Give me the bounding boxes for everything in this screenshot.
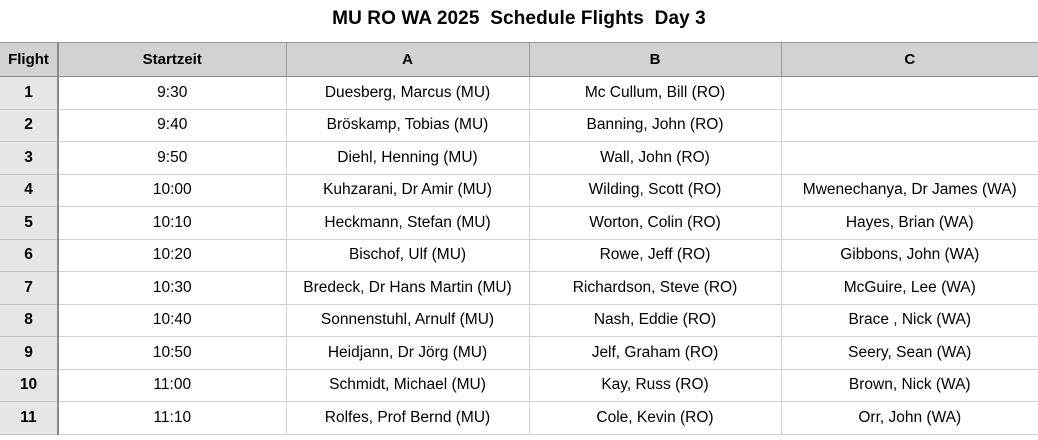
flight-number-cell[interactable]: 2 [0, 109, 58, 142]
player-c-cell[interactable]: Seery, Sean (WA) [781, 337, 1038, 370]
flight-number-cell[interactable]: 11 [0, 402, 58, 435]
flight-number-cell[interactable]: 5 [0, 207, 58, 240]
start-time-cell[interactable]: 11:10 [58, 402, 286, 435]
table-row [0, 174, 1038, 207]
player-c-cell[interactable]: Brace , Nick (WA) [781, 304, 1038, 337]
player-c-cell[interactable]: McGuire, Lee (WA) [781, 272, 1038, 305]
column-header-a[interactable]: A [286, 43, 529, 77]
player-a-cell[interactable]: Duesberg, Marcus (MU) [286, 77, 529, 110]
player-a-cell[interactable]: Heckmann, Stefan (MU) [286, 207, 529, 240]
start-time-cell[interactable]: 10:10 [58, 207, 286, 240]
table-row [0, 239, 1038, 272]
player-b-cell[interactable]: Rowe, Jeff (RO) [529, 239, 781, 272]
flight-number-cell[interactable]: 9 [0, 337, 58, 370]
start-time-cell[interactable]: 11:00 [58, 369, 286, 402]
player-b-cell[interactable]: Banning, John (RO) [529, 109, 781, 142]
table-header [0, 43, 1038, 77]
start-time-cell[interactable]: 10:00 [58, 174, 286, 207]
player-c-cell[interactable] [781, 109, 1038, 142]
player-b-cell[interactable]: Mc Cullum, Bill (RO) [529, 77, 781, 110]
column-header-startzeit[interactable]: Startzeit [58, 43, 286, 77]
player-b-cell[interactable]: Cole, Kevin (RO) [529, 402, 781, 435]
column-header-c[interactable]: C [781, 43, 1038, 77]
player-c-cell[interactable]: Brown, Nick (WA) [781, 369, 1038, 402]
player-b-cell[interactable]: Worton, Colin (RO) [529, 207, 781, 240]
player-a-cell[interactable]: Sonnenstuhl, Arnulf (MU) [286, 304, 529, 337]
player-a-cell[interactable]: Diehl, Henning (MU) [286, 142, 529, 175]
player-c-cell[interactable]: Mwenechanya, Dr James (WA) [781, 174, 1038, 207]
flight-number-cell[interactable]: 8 [0, 304, 58, 337]
table-row [0, 142, 1038, 175]
player-b-cell[interactable]: Richardson, Steve (RO) [529, 272, 781, 305]
player-c-cell[interactable] [781, 77, 1038, 110]
flight-number-cell[interactable]: 6 [0, 239, 58, 272]
flight-number-cell[interactable]: 10 [0, 369, 58, 402]
page-title: MU RO WA 2025 Schedule Flights Day 3 [332, 8, 706, 29]
player-a-cell[interactable]: Kuhzarani, Dr Amir (MU) [286, 174, 529, 207]
column-header-flight[interactable]: Flight [0, 43, 58, 77]
player-a-cell[interactable]: Rolfes, Prof Bernd (MU) [286, 402, 529, 435]
start-time-cell[interactable]: 10:20 [58, 239, 286, 272]
player-b-cell[interactable]: Kay, Russ (RO) [529, 369, 781, 402]
table-row [0, 77, 1038, 110]
player-b-cell[interactable]: Jelf, Graham (RO) [529, 337, 781, 370]
flight-number-cell[interactable]: 1 [0, 77, 58, 110]
header-row [0, 43, 1038, 77]
flight-number-cell[interactable]: 4 [0, 174, 58, 207]
table-row [0, 304, 1038, 337]
table-row [0, 272, 1038, 305]
start-time-cell[interactable]: 9:40 [58, 109, 286, 142]
player-b-cell[interactable]: Nash, Eddie (RO) [529, 304, 781, 337]
table-body [0, 77, 1038, 435]
player-a-cell[interactable]: Schmidt, Michael (MU) [286, 369, 529, 402]
player-a-cell[interactable]: Bredeck, Dr Hans Martin (MU) [286, 272, 529, 305]
player-c-cell[interactable]: Gibbons, John (WA) [781, 239, 1038, 272]
player-c-cell[interactable]: Orr, John (WA) [781, 402, 1038, 435]
flight-number-cell[interactable]: 3 [0, 142, 58, 175]
player-a-cell[interactable]: Bröskamp, Tobias (MU) [286, 109, 529, 142]
table-row [0, 207, 1038, 240]
start-time-cell[interactable]: 9:30 [58, 77, 286, 110]
player-b-cell[interactable]: Wilding, Scott (RO) [529, 174, 781, 207]
column-header-b[interactable]: B [529, 43, 781, 77]
start-time-cell[interactable]: 10:30 [58, 272, 286, 305]
table-row [0, 369, 1038, 402]
start-time-cell[interactable]: 10:50 [58, 337, 286, 370]
start-time-cell[interactable]: 9:50 [58, 142, 286, 175]
player-a-cell[interactable]: Bischof, Ulf (MU) [286, 239, 529, 272]
schedule-table [0, 42, 1038, 435]
table-row [0, 337, 1038, 370]
table-row [0, 402, 1038, 435]
player-c-cell[interactable]: Hayes, Brian (WA) [781, 207, 1038, 240]
table-row [0, 109, 1038, 142]
player-a-cell[interactable]: Heidjann, Dr Jörg (MU) [286, 337, 529, 370]
player-b-cell[interactable]: Wall, John (RO) [529, 142, 781, 175]
flight-number-cell[interactable]: 7 [0, 272, 58, 305]
start-time-cell[interactable]: 10:40 [58, 304, 286, 337]
player-c-cell[interactable] [781, 142, 1038, 175]
